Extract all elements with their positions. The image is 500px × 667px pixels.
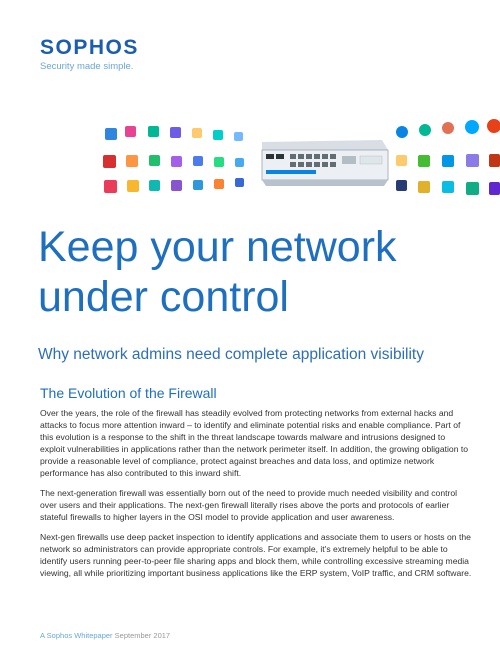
left-app-icons	[103, 126, 244, 193]
section-heading: The Evolution of the Firewall	[40, 385, 217, 401]
tagline: Security made simple.	[40, 61, 134, 72]
footer	[40, 631, 170, 640]
hero-image	[0, 100, 500, 210]
paragraph: Over the years, the role of the firewall has steadily evolved from protecting networks from external hacks and attacks to focus more attention inward – to identify and eliminate potential risks and enable compliance. Part of this evolution is a response to the shift in the threat landscape towards malware and intrusions designed to exploit vulnerabilities in applications rather than the network perimeter itself. In addition, the growing obligation to provide a reasonable level of compliance, protect against breaches and data loss, and optimize network performance has also contributed to this inward shift.	[40, 408, 469, 478]
title-line-1: Keep your network	[38, 223, 397, 271]
page-title	[38, 222, 478, 322]
body-text	[40, 407, 472, 587]
paragraph: Next-gen firewalls use deep packet inspection to identify applications and associate them to users or hosts on the network so administrators can provide appropriate controls. For example, it's extremely helpful to be able to identify users running peer-to-peer file sharing apps and block them, while controlling excessive streaming media viewing, all while prioritizing important business applications like the ERP system, VoIP traffic, and CRM software.	[40, 532, 472, 578]
title-line-2: under control	[38, 273, 289, 321]
sophos-logo: SOPHOS	[40, 36, 139, 59]
subtitle: Why network admins need complete application visibility	[38, 346, 424, 363]
right-app-icons	[396, 119, 500, 195]
paragraph: The next-generation firewall was essentially born out of the need to provide much needed visibility and control over users and their applications. The next-gen firewall literally rises above the ports and protocols of earlier stateful firewalls to higher layers in the OSI model to provide application and user awareness.	[40, 488, 458, 522]
footer-date: September 2017	[114, 631, 171, 640]
footer-label: A Sophos Whitepaper	[40, 631, 113, 640]
firewall-appliance	[262, 140, 388, 186]
